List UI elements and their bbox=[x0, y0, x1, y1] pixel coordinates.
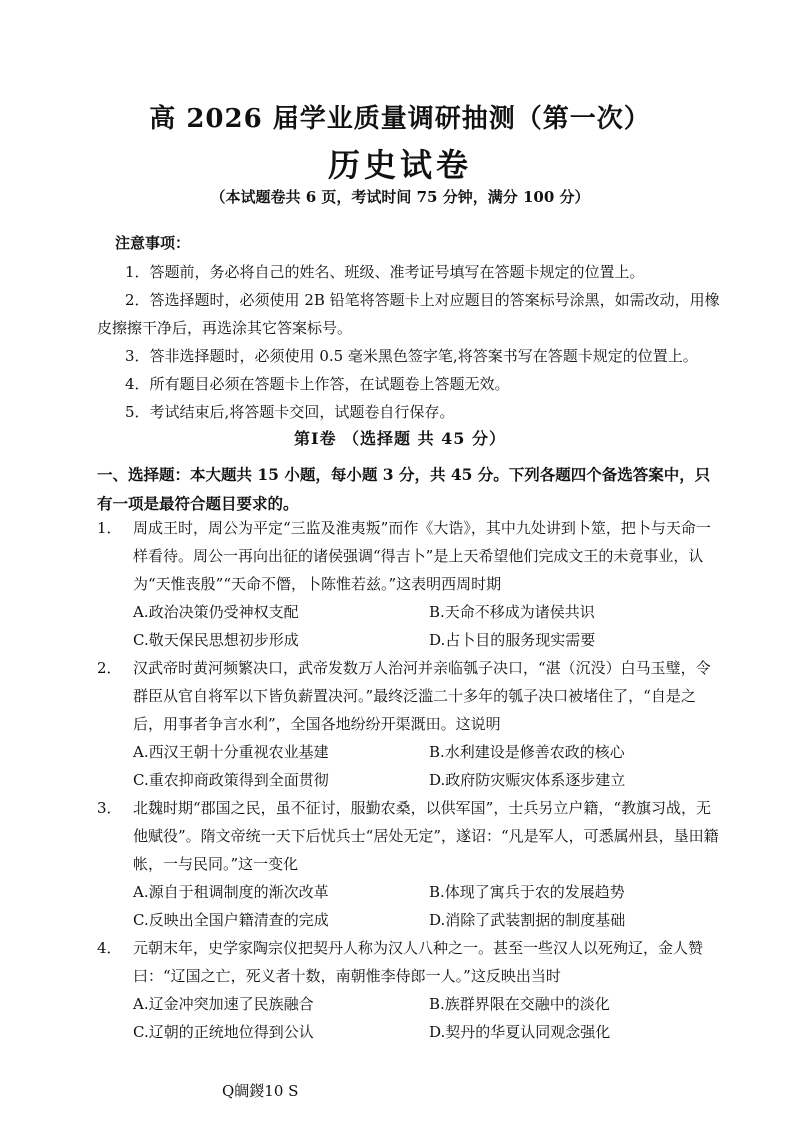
question-stem: 周成王时，周公为平定“三监及淮夷叛”而作《大诰》，其中九处讲到卜筮，把卜与天命一样看待。周公一再向出征的诸侯强调“得吉卜”是上天希望他们完成文王的未竟事业，认为“天惟丧殷”“天命不僭，卜陈惟若兹。”这表明西周时期 bbox=[133, 519, 711, 593]
option: C.重农抑商政策得到全面贯彻 bbox=[133, 771, 329, 789]
question-stem: 汉武帝时黄河频繁决口，武帝发数万人治河并亲临瓠子决口，“湛（沉没）白马玉璧，令群臣从官自将军以下皆负薪置决河。”最终泛滥二十多年的瓠子决口被堵住了，“自是之后，用事者争言水利”，全国各地纷纷开渠溉田。这说明 bbox=[133, 659, 711, 733]
question-options bbox=[133, 598, 725, 654]
option: D.占卜目的服务现实需要 bbox=[429, 631, 596, 649]
question-number: 1． bbox=[97, 519, 122, 537]
section-title: 第Ⅰ卷 （选择题 共 45 分） bbox=[293, 429, 507, 448]
notice-heading: 注意事项： bbox=[115, 234, 191, 252]
notice-item: 2．答选择题时，必须使用 2B 铅笔将答题卡上对应题目的答案标号涂黑，如需改动，用橡皮擦擦干净后，再选涂其它答案标号。 bbox=[97, 291, 720, 337]
question bbox=[97, 934, 725, 1046]
exam-title: 高 2026 届学业质量调研抽测（第一次） bbox=[149, 104, 651, 134]
option: D.政府防灾赈灾体系逐步建立 bbox=[429, 771, 626, 789]
option: B.水利建设是修善农政的核心 bbox=[429, 743, 625, 761]
notice-item: 4．所有题目必须在答题卡上作答，在试题卷上答题无效。 bbox=[125, 375, 510, 393]
notice-item: 3．答非选择题时，必须使用 0.5 毫米黑色签字笔,将答案书写在答题卡规定的位置上。 bbox=[125, 347, 698, 365]
option: A.政治决策仍受神权支配 bbox=[133, 603, 299, 621]
question-options bbox=[133, 738, 725, 794]
question-options bbox=[133, 990, 725, 1046]
notice-list bbox=[97, 258, 725, 426]
option: D.消除了武装割据的制度基础 bbox=[429, 911, 626, 929]
option: B.天命不移成为诸侯共识 bbox=[429, 603, 595, 621]
question-number: 4． bbox=[97, 939, 122, 957]
option: A.辽金冲突加速了民族融合 bbox=[133, 995, 314, 1013]
section-instruction: 一、选择题：本大题共 15 小题，每小题 3 分，共 45 分。下列各题四个备选答案中，只有一项是最符合题目要求的。 bbox=[97, 465, 711, 513]
option: C.敬天保民思想初步形成 bbox=[133, 631, 299, 649]
option: A.西汉王朝十分重视农业基建 bbox=[133, 743, 329, 761]
question bbox=[97, 514, 725, 654]
question-stem: 元朝末年，史学家陶宗仪把契丹人称为汉人八种之一。甚至一些汉人以死殉辽，金人赞曰：“辽国之亡，死义者十数，南朝惟李侍郎一人。”这反映出当时 bbox=[133, 939, 704, 985]
option: B.族群界限在交融中的淡化 bbox=[429, 995, 610, 1013]
question bbox=[97, 794, 725, 934]
exam-info: （本试题卷共 6 页，考试时间 75 分钟，满分 100 分） bbox=[210, 188, 590, 206]
option: D.契丹的华夏认同观念强化 bbox=[429, 1023, 611, 1041]
question bbox=[97, 654, 725, 794]
question-list bbox=[97, 514, 725, 1046]
option: B.体现了寓兵于农的发展趋势 bbox=[429, 883, 625, 901]
option: A.源自于租调制度的渐次改革 bbox=[133, 883, 329, 901]
question-number: 2． bbox=[97, 659, 122, 677]
option: C.反映出全国户籍清查的完成 bbox=[133, 911, 329, 929]
question-number: 3． bbox=[97, 799, 122, 817]
notice-item: 1．答题前，务必将自己的姓名、班级、准考证号填写在答题卡规定的位置上。 bbox=[125, 263, 645, 281]
option: C.辽朝的正统地位得到公认 bbox=[133, 1023, 314, 1041]
question-stem: 北魏时期“郡国之民，虽不征讨，服勤农桑，以供军国”，士兵另立户籍，“教旗习战，无他赋役”。隋文帝统一天下后忧兵士“居处无定”，遂诏：“凡是军人，可悉属州县，垦田籍帐，一与民同。”这一变化 bbox=[133, 799, 719, 873]
question-options bbox=[133, 878, 725, 934]
notice-item: 5．考试结束后,将答题卡交回，试题卷自行保存。 bbox=[125, 403, 455, 421]
page-footer: Q皗鍐10 S bbox=[222, 1082, 299, 1100]
subject-title: 历史试卷 bbox=[327, 146, 472, 184]
